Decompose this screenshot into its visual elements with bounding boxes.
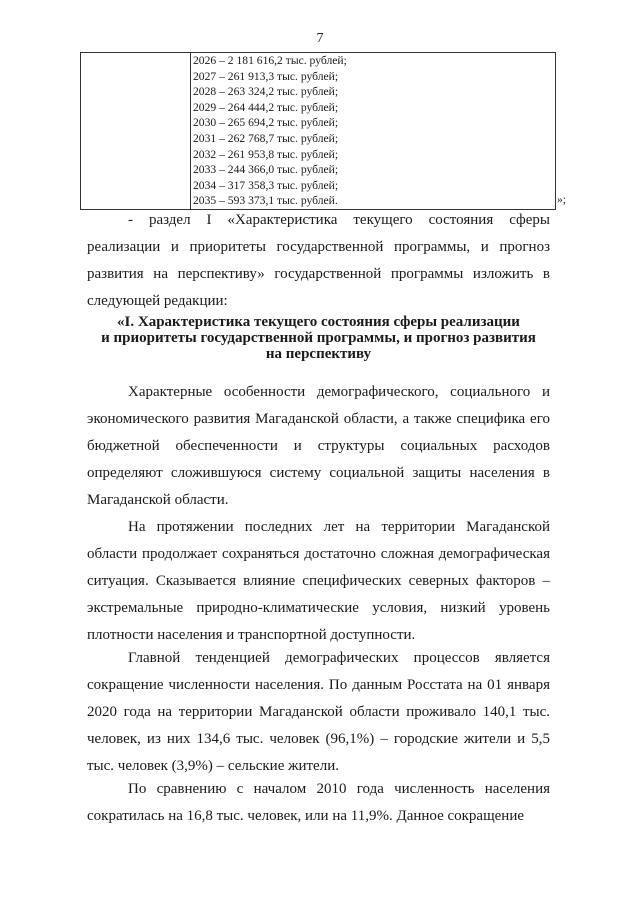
funding-line: 2033 – 244 366,0 тыс. рублей; [193, 163, 339, 177]
body-paragraph: На протяжении последних лет на территории Магаданской области продолжает сохраняться достаточно сложная демографическая ситуация. Сказывается влияние специфических северных факторов – экстремальные природно-климатические условия, низкий уровень плотности населения и транспортной доступности. [87, 519, 550, 643]
funding-line: 2029 – 264 444,2 тыс. рублей; [193, 100, 339, 114]
funding-line: 2035 – 593 373,1 тыс. рублей. [193, 194, 338, 208]
funding-line: 2028 – 263 324,2 тыс. рублей; [193, 85, 339, 99]
funding-table-label-cell [81, 53, 191, 210]
section-heading-line: и приоритеты государственной программы, и прогноз развития [101, 330, 536, 346]
body-paragraph: По сравнению с началом 2010 года численность населения сократилась на 16,8 тыс. человек, или на 11,9%. Данное сокращение [87, 781, 550, 824]
section-heading-line: «I. Характеристика текущего состояния сферы реализации [117, 314, 520, 330]
funding-line: 2030 – 265 694,2 тыс. рублей; [193, 116, 339, 130]
section-heading-line: на перспективу [265, 346, 372, 362]
page-number: 7 [316, 31, 324, 46]
body-paragraph: Главной тенденцией демографических процессов является сокращение численности населения. По данным Росстата на 01 января 2020 года на территории Магаданской области проживало 140,1 тыс. человек, из них 134,6 тыс. человек (96,1%) – городские жители и 5,5 тыс. человек (3,9%) – сельские жители. [87, 650, 550, 774]
funding-line: 2034 – 317 358,3 тыс. рублей; [193, 178, 339, 192]
funding-table-values-cell [191, 53, 556, 210]
funding-line: 2031 – 262 768,7 тыс. рублей; [193, 131, 339, 145]
funding-table [80, 52, 556, 210]
section-heading [87, 314, 550, 362]
intro-paragraph: - раздел I «Характеристика текущего состояния сферы реализации и приоритеты государственной программы, и прогноз развития на перспективу» государственной программы изложить в следующей редакции: [87, 212, 550, 309]
funding-line: 2027 – 261 913,3 тыс. рублей; [193, 69, 339, 83]
funding-line: 2032 – 261 953,8 тыс. рублей; [193, 147, 339, 161]
funding-line: 2026 – 2 181 616,2 тыс. рублей; [193, 54, 347, 67]
table-closing-mark: »; [557, 193, 567, 206]
body-paragraph: Характерные особенности демографического, социального и экономического развития Магаданской области, а также специфика его бюджетной обеспеченности и структуры социальных расходов определяют сложившуюся систему социальной защиты населения в Магаданской области. [87, 384, 550, 508]
